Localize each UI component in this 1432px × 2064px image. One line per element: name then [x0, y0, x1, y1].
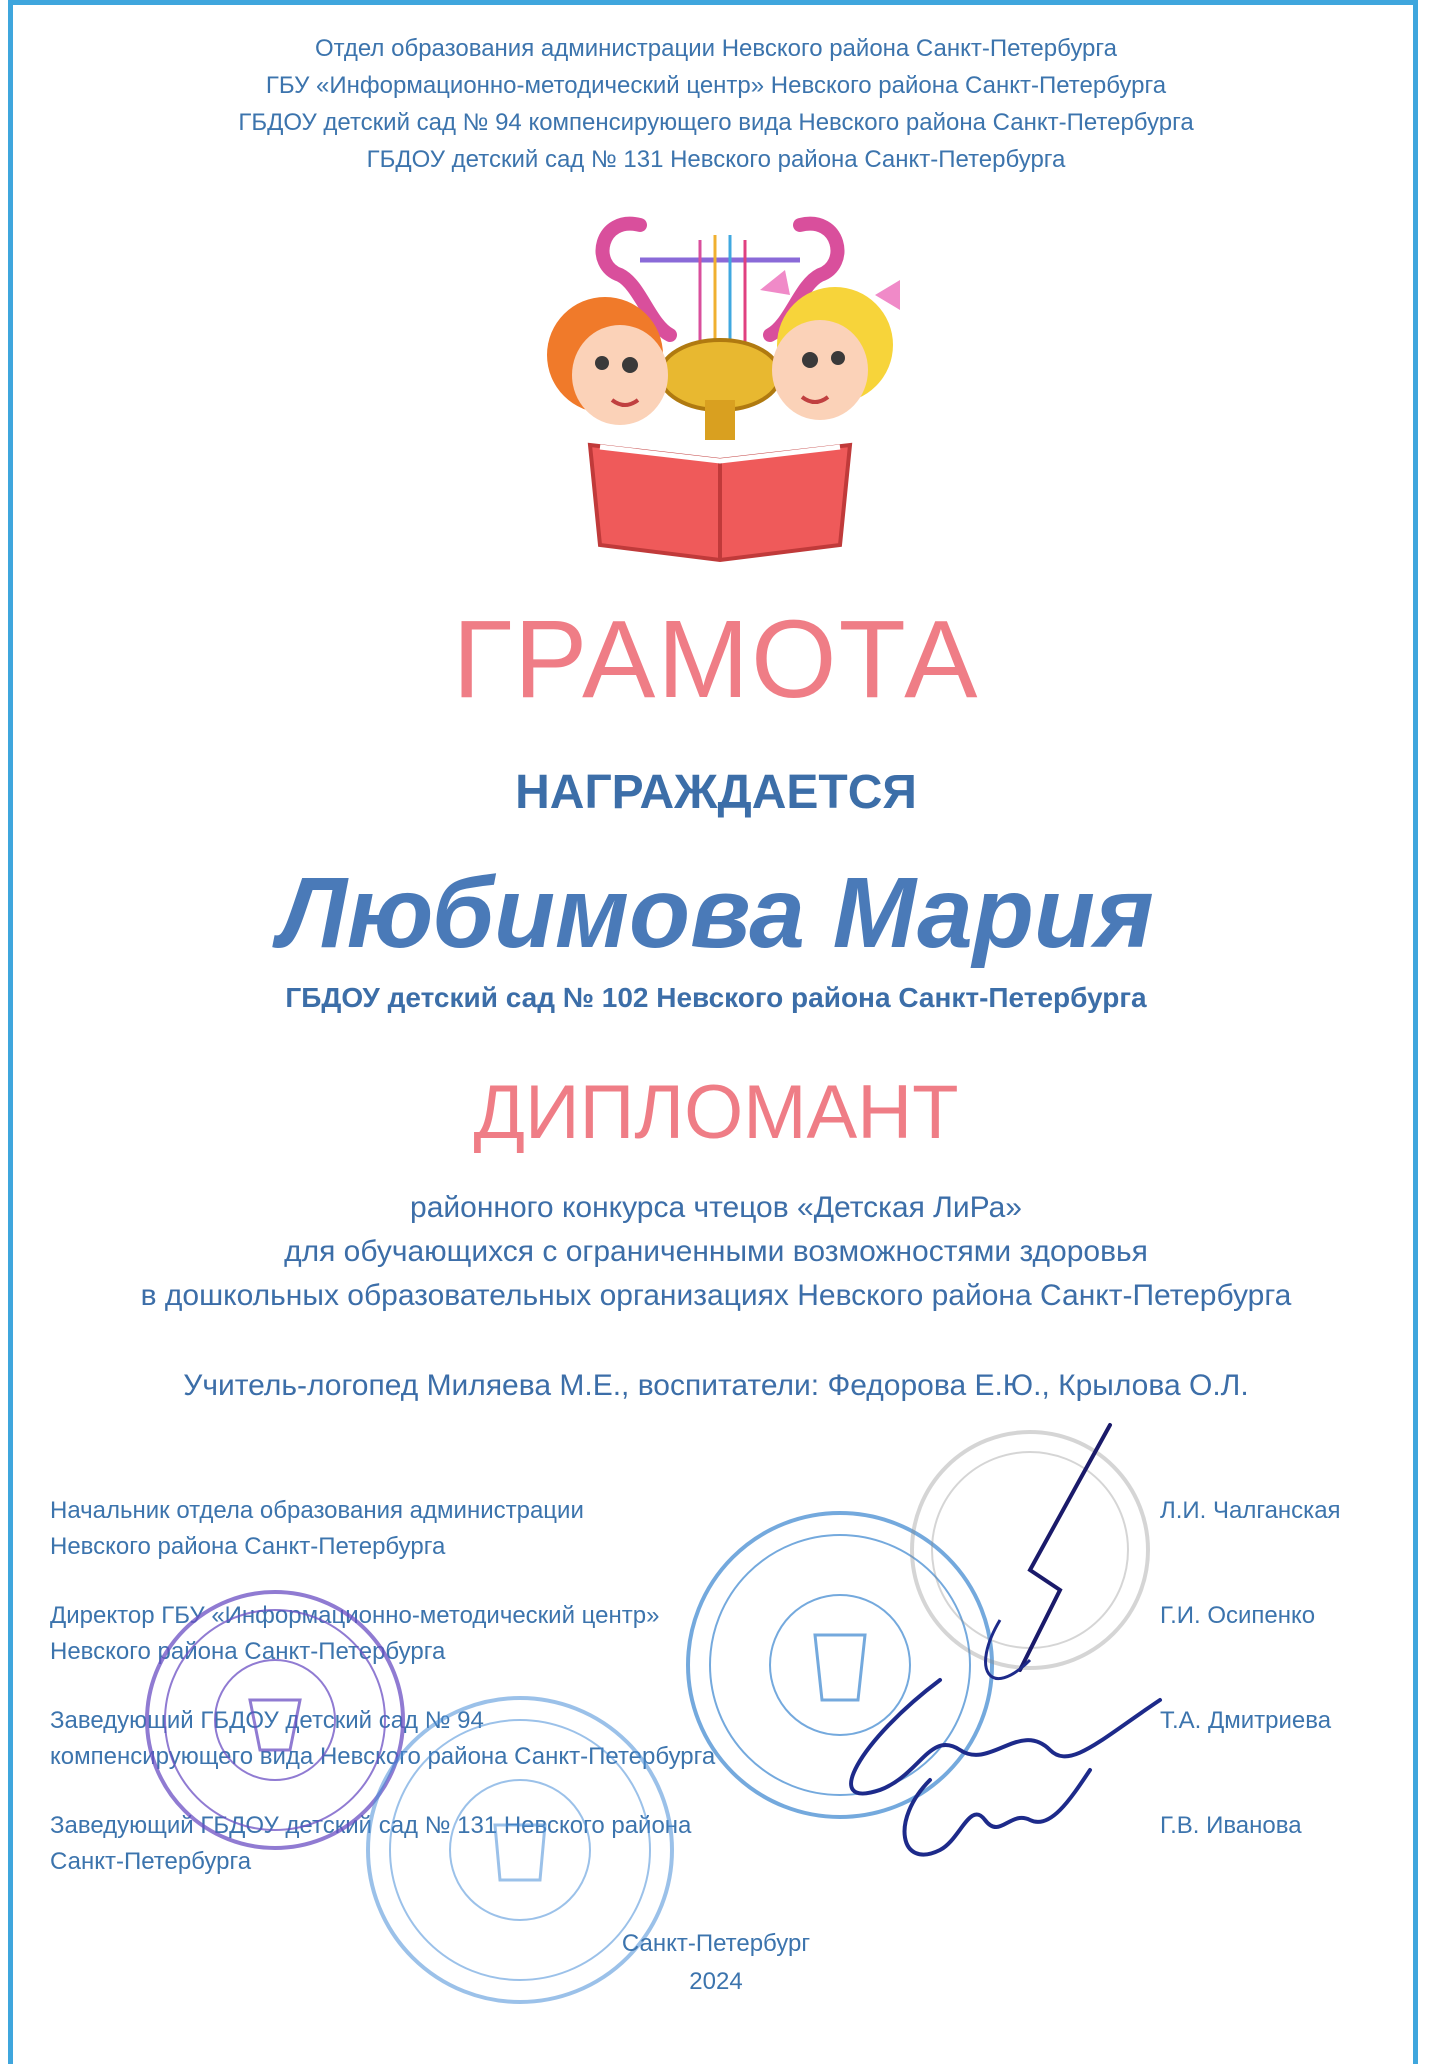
- header-line: Отдел образования администрации Невского района Санкт-Петербурга: [315, 35, 1117, 62]
- certificate-title: ГРАМОТА: [452, 598, 980, 721]
- header-organizations: [0, 30, 1432, 178]
- position-line: Невского района Санкт-Петербурга: [50, 1638, 446, 1665]
- awarded-label: НАГРАЖДАЕТСЯ: [515, 766, 917, 819]
- handwritten-signature: [890, 1760, 1100, 1880]
- signatory-name: Т.А. Дмитриева: [1160, 1707, 1332, 1734]
- position-line: компенсирующего вида Невского района Санкт-Петербурга: [50, 1743, 716, 1770]
- position-line: Директор ГБУ «Информационно-методический центр»: [50, 1602, 660, 1629]
- signatory-name: Г.В. Иванова: [1160, 1812, 1302, 1839]
- recipient-name: Любимова Мария: [278, 857, 1154, 969]
- description-line: районного конкурса чтецов «Детская ЛиРа»: [410, 1191, 1022, 1224]
- position-line: Невского района Санкт-Петербурга: [50, 1533, 446, 1560]
- footer: [0, 1925, 1432, 2001]
- description-line: для обучающихся с ограниченными возможностями здоровья: [284, 1235, 1148, 1268]
- signatory-name: Л.И. Чалганская: [1160, 1497, 1341, 1524]
- position-line: Заведующий ГБДОУ детский сад № 94: [50, 1707, 484, 1734]
- header-line: ГБДОУ детский сад № 94 компенсирующего вида Невского района Санкт-Петербурга: [238, 109, 1194, 136]
- signatory-name: Г.И. Осипенко: [1160, 1602, 1316, 1629]
- position-line: Санкт-Петербурга: [50, 1848, 252, 1875]
- position-line: Начальник отдела образования администрации: [50, 1497, 584, 1524]
- footer-year: 2024: [689, 1968, 743, 1995]
- header-line: ГБУ «Информационно-методический центр» Невского района Санкт-Петербурга: [265, 72, 1167, 99]
- footer-city: Санкт-Петербург: [621, 1930, 811, 1957]
- children-reading-lyre-logo: [520, 215, 920, 575]
- recipient-organization: ГБДОУ детский сад № 102 Невского района Санкт-Петербурга: [285, 982, 1147, 1013]
- header-line: ГБДОУ детский сад № 131 Невского района Санкт-Петербурга: [366, 146, 1066, 173]
- position-line: Заведующий ГБДОУ детский сад № 131 Невского района: [50, 1812, 692, 1839]
- award-degree: ДИПЛОМАНТ: [473, 1070, 959, 1155]
- teachers-line: Учитель-логопед Миляева М.Е., воспитатели: Федорова Е.Ю., Крылова О.Л.: [183, 1369, 1249, 1402]
- description-line: в дошкольных образовательных организациях Невского района Санкт-Петербурга: [140, 1279, 1292, 1312]
- contest-description: [0, 1186, 1432, 1318]
